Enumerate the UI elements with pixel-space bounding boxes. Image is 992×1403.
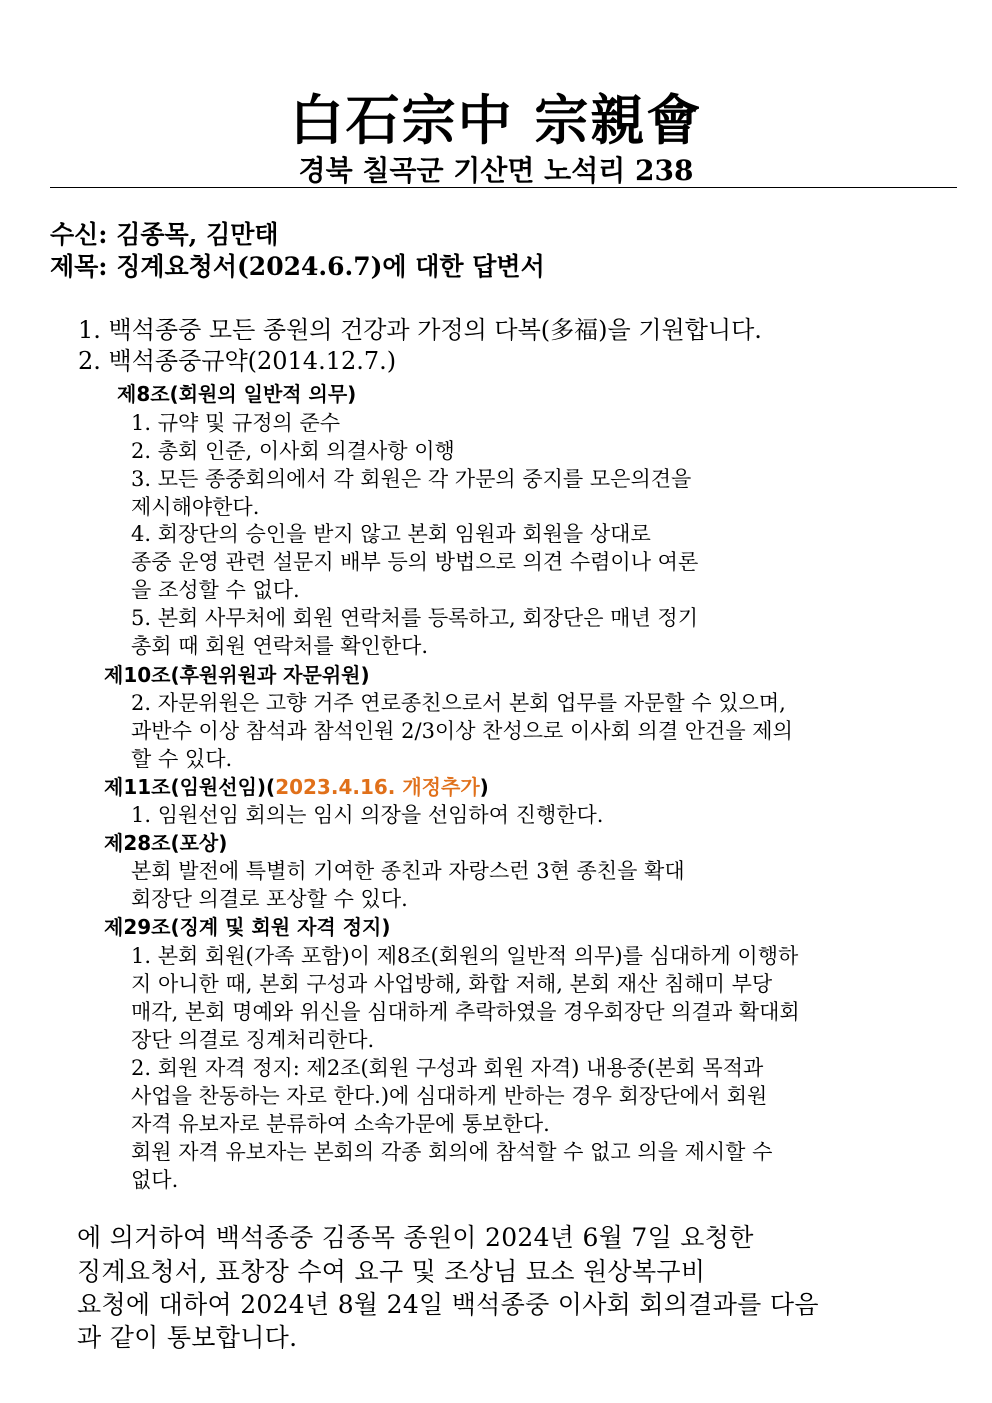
article-8-heading: 제8조(회원의 일반적 의무) — [117, 382, 357, 406]
article-29-line: 장단 의결로 징계처리한다. — [131, 1028, 375, 1052]
article-11-heading — [104, 773, 489, 801]
article-28-line: 본회 발전에 특별히 기여한 종친과 자랑스런 3현 종친을 확대 — [131, 859, 685, 883]
conclusion-line: 과 같이 통보합니다. — [77, 1323, 298, 1352]
article-8-line: 1. 규약 및 규정의 준수 — [131, 411, 341, 435]
article-8-line: 5. 본회 사무처에 회원 연락처를 등록하고, 회장단은 매년 정기 — [131, 606, 698, 630]
article-10-line: 할 수 있다. — [131, 747, 233, 771]
article-11-heading-suffix: ) — [479, 775, 489, 799]
article-29-line: 1. 본회 회원(가족 포함)이 제8조(회원의 일반적 의무)를 심대하게 이행하 — [131, 944, 799, 968]
article-8-line: 종중 운영 관련 설문지 배부 등의 방법으로 의견 수렴이나 여론 — [131, 550, 699, 574]
conclusion-line: 징계요청서, 표창장 수여 요구 및 조상님 묘소 원상복구비 — [77, 1257, 706, 1286]
article-29-line: 지 아니한 때, 본회 구성과 사업방해, 화합 저해, 본회 재산 침해미 부당 — [131, 972, 773, 996]
item-1: 1. 백석종중 모든 종원의 건강과 가정의 다복(多福)을 기원합니다. — [78, 316, 762, 344]
article-29-line: 회원 자격 유보자는 본회의 각종 회의에 참석할 수 없고 의을 제시할 수 — [131, 1140, 773, 1164]
recipient-line: 수신: 김종목, 김만태 — [50, 220, 279, 249]
subject-line: 제목: 징계요청서(2024.6.7)에 대한 답변서 — [50, 252, 545, 281]
conclusion-line: 요청에 대하여 2024년 8월 24일 백석종중 이사회 회의결과를 다음 — [77, 1290, 819, 1319]
article-8-line: 총회 때 회원 연락처를 확인한다. — [131, 634, 429, 658]
article-10-heading: 제10조(후원위원과 자문위원) — [104, 663, 370, 687]
document-address: 경북 칠곡군 기산면 노석리 238 — [298, 154, 694, 187]
article-10-line: 과반수 이상 참석과 참석인원 2/3이상 찬성으로 이사회 의결 안건을 제의 — [131, 719, 793, 743]
article-29-line: 사업을 찬동하는 자로 한다.)에 심대하게 반하는 경우 회장단에서 회원 — [131, 1084, 768, 1108]
article-8-line: 3. 모든 종중회의에서 각 회원은 각 가문의 중지를 모은의견을 — [131, 467, 692, 491]
article-10-line: 2. 자문위원은 고향 거주 연로종친으로서 본회 업무를 자문할 수 있으며, — [131, 691, 786, 715]
article-11-line: 1. 임원선임 회의는 임시 의장을 선임하여 진행한다. — [131, 803, 604, 827]
document-title: 白石宗中 宗親會 — [289, 88, 703, 152]
article-29-line: 자격 유보자로 분류하여 소속가문에 통보한다. — [131, 1112, 550, 1136]
article-8-line: 4. 회장단의 승인을 받지 않고 본회 임원과 회원을 상대로 — [131, 522, 651, 546]
article-29-line: 없다. — [131, 1168, 179, 1192]
header-divider — [50, 187, 957, 188]
article-8-line: 2. 총회 인준, 이사회 의결사항 이행 — [131, 439, 455, 463]
article-28-line: 회장단 의결로 포상할 수 있다. — [131, 887, 408, 911]
article-29-line: 매각, 본회 명예와 위신을 심대하게 추락하였을 경우회장단 의결과 확대회 — [131, 1000, 800, 1024]
article-11-heading-prefix: 제11조(임원선임)( — [104, 775, 276, 799]
article-11-amendment-note: 2023.4.16. 개정추가 — [275, 775, 480, 799]
article-28-heading: 제28조(포상) — [104, 831, 228, 855]
article-8-line: 제시해야한다. — [131, 495, 260, 519]
article-8-line: 을 조성할 수 없다. — [131, 578, 300, 602]
item-2: 2. 백석종중규약(2014.12.7.) — [78, 347, 397, 375]
article-29-heading: 제29조(징계 및 회원 자격 정지) — [104, 915, 391, 939]
conclusion-line: 에 의거하여 백석종중 김종목 종원이 2024년 6월 7일 요청한 — [77, 1223, 754, 1252]
article-29-line: 2. 회원 자격 정지: 제2조(회원 구성과 회원 자격) 내용중(본회 목적과 — [131, 1056, 764, 1080]
